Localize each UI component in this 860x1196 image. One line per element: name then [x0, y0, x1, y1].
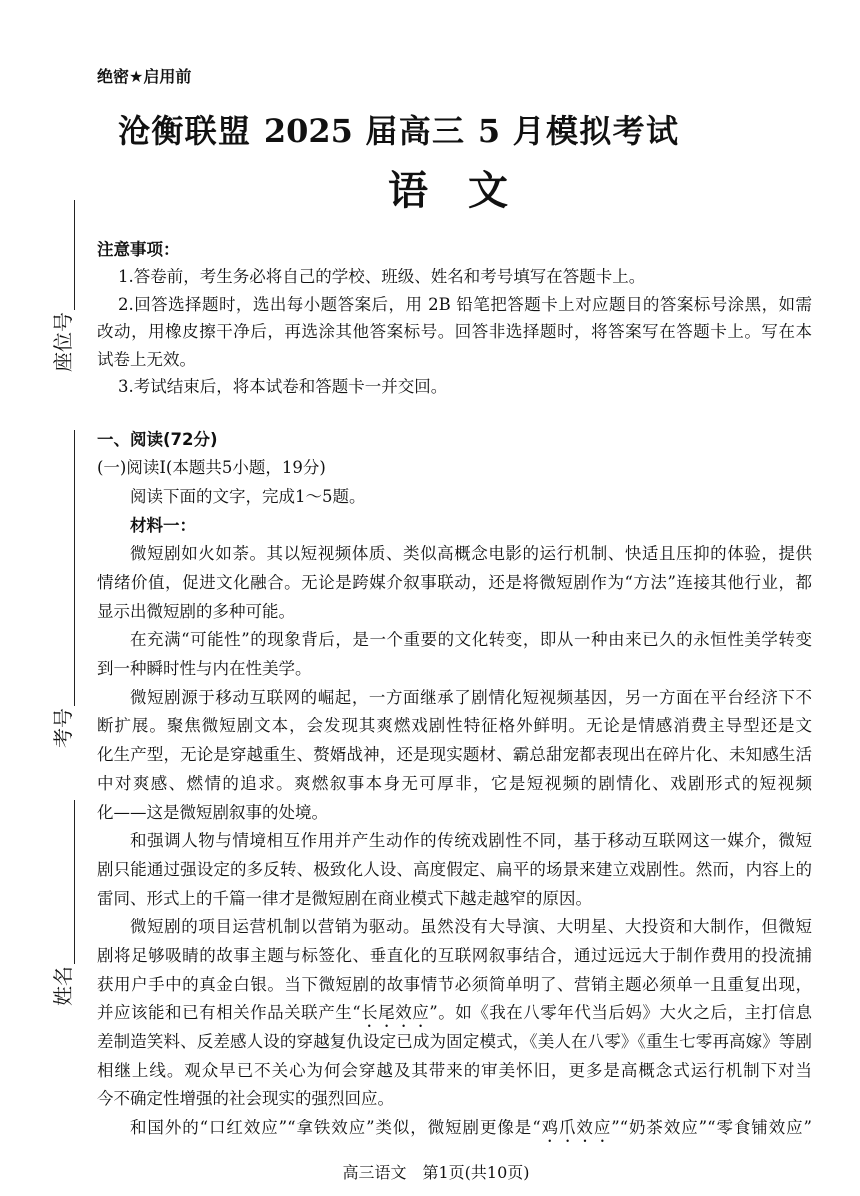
notice-heading: 注意事项：: [97, 240, 180, 259]
notice-item: [97, 263, 812, 291]
paragraph-line: 显示出微短剧的多种可能。: [97, 601, 295, 621]
notice-line: 改动，用橡皮擦干净后，再选涂其他答案标号。回答非选择题时，将答案写在答题卡上。写在本: [97, 322, 812, 341]
paragraph-line: 到一种瞬时性与内在性美学。: [97, 659, 312, 679]
paragraph: [97, 684, 812, 827]
seat-number-field: [51, 200, 75, 372]
reading-section: [97, 426, 812, 1143]
section-heading: 一、阅读(72分): [97, 429, 218, 449]
emphasized-term: 鸡爪效应: [540, 1118, 612, 1138]
paragraph-line: 微短剧的项目运营机制以营销为驱动。虽然没有大导演、大明星、大投资和大制作，但微短: [130, 917, 812, 937]
text-run: 并应该能和已有相关作品关联产生“: [97, 1003, 361, 1023]
notice-line: 试卷上无效。: [97, 349, 196, 369]
paragraph-line: 相继上线。观众早已不关心为何会穿越及其带来的审美怀旧，更多是高概念式运行机制下对当: [97, 1060, 812, 1080]
exam-number-blank: [52, 430, 75, 706]
paragraph-line: 情绪价值，促进文化融合。无论是跨媒介叙事联动，还是将微短剧作为“方法”连接其他行业，都: [97, 573, 812, 593]
paragraph: [97, 913, 812, 1114]
notice-item: [97, 373, 812, 401]
paragraph: [97, 827, 812, 913]
name-label: 姓名: [51, 966, 75, 1006]
paragraph-line: 获用户手中的真金白银。当下微短剧的故事情节必须简单明了、营销主题必须单一且重复出现，: [97, 974, 812, 994]
task-instruction: 阅读下面的文字，完成1～5题。: [130, 486, 366, 506]
paragraph: [97, 626, 812, 683]
subject-title: 语 文: [388, 167, 508, 214]
paragraph-line: 断扩展。聚焦微短剧文本，会发现其爽燃戏剧性特征格外鲜明。无论是情感消费主导型还是文: [97, 716, 812, 736]
paragraph-line: 在充满“可能性”的现象背后，是一个重要的文化转变，即从一种由来已久的永恒性美学转变: [130, 630, 812, 650]
paragraph-line: 剧只能通过强设定的多反转、极致化人设、高度假定、扁平的场景来建立戏剧性。然而，内容上的: [97, 859, 812, 879]
page-footer: 高三语文 第1页(共10页): [342, 1163, 530, 1182]
notice-line: 3.考试结束后，将本试卷和答题卡一并交回。: [118, 377, 448, 396]
notice-line: 2.回答选择题时，选出每小题答案后，用 2B 铅笔把答题卡上对应题目的答案标号涂黑，如需: [118, 294, 812, 314]
notice-line: 1.答卷前，考生务必将自己的学校、班级、姓名和考号填写在答题卡上。: [118, 267, 646, 286]
paragraph-line: [97, 1114, 812, 1143]
exam-title: 沧衡联盟 2025 届高三 5 月模拟考试: [118, 112, 678, 150]
exam-number-field: [51, 430, 75, 748]
seat-number-label: 座位号: [51, 312, 75, 372]
sub-section-heading: (一)阅读Ⅰ(本题共5小题，19分): [97, 458, 326, 478]
paragraph: [97, 540, 812, 626]
text-run: ”“奶茶效应”“零食铺效应”: [611, 1118, 812, 1138]
material-label: 材料一：: [130, 515, 196, 535]
paragraph-line: 和强调人物与情境相互作用并产生动作的传统戏剧性不同，基于移动互联网这一媒介，微短: [130, 831, 812, 851]
paragraph-line: 微短剧源于移动互联网的崛起，一方面继承了剧情化短视频基因，另一方面在平台经济下不: [130, 687, 812, 707]
notice-item: [97, 291, 812, 374]
paragraph-line: 雷同、形式上的千篇一律才是微短剧在商业模式下越走越窄的原因。: [97, 888, 592, 908]
paragraph: [97, 1114, 812, 1143]
seat-number-blank: [52, 200, 75, 310]
paragraph-line: [97, 999, 812, 1028]
name-field: [51, 800, 75, 1006]
passage-text: [97, 540, 812, 1142]
paragraph-line: 今不确定性增强的社会现实的强烈回应。: [97, 1089, 394, 1109]
paragraph-line: 差制造笑料、反差感人设的穿越复仇设定已成为固定模式，《美人在八零》《重生七零再高嫁》等剧: [97, 1032, 812, 1052]
text-run: 和国外的“口红效应”“拿铁效应”类似，微短剧更像是“: [130, 1118, 541, 1138]
name-blank: [52, 800, 75, 964]
confidential-label: 绝密★启用前: [97, 67, 192, 86]
paragraph-line: 中对爽感、燃情的追求。爽燃叙事本身无可厚非，它是短视频的剧情化、戏剧形式的短视频: [97, 773, 812, 793]
paragraph-line: 剧将足够吸睛的故事主题与标签化、垂直化的互联网叙事结合，通过远远大于制作费用的投流捕: [97, 945, 812, 965]
text-run: ”。如《我在八零年代当后妈》大火之后，主打信息: [429, 1003, 813, 1023]
paragraph-line: 化生产型，无论是穿越重生、赘婿战神，还是现实题材、霸总甜宠都表现出在碎片化、未知感生活: [97, 745, 812, 765]
emphasized-term: 长尾效应: [360, 1003, 430, 1023]
notice-list: [97, 263, 812, 401]
paragraph-line: 微短剧如火如荼。其以短视频体质、类似高概念电影的运行机制、快适且压抑的体验，提供: [130, 544, 812, 564]
paragraph-line: 化——这是微短剧叙事的处境。: [97, 802, 328, 822]
exam-number-label: 考号: [51, 708, 75, 748]
